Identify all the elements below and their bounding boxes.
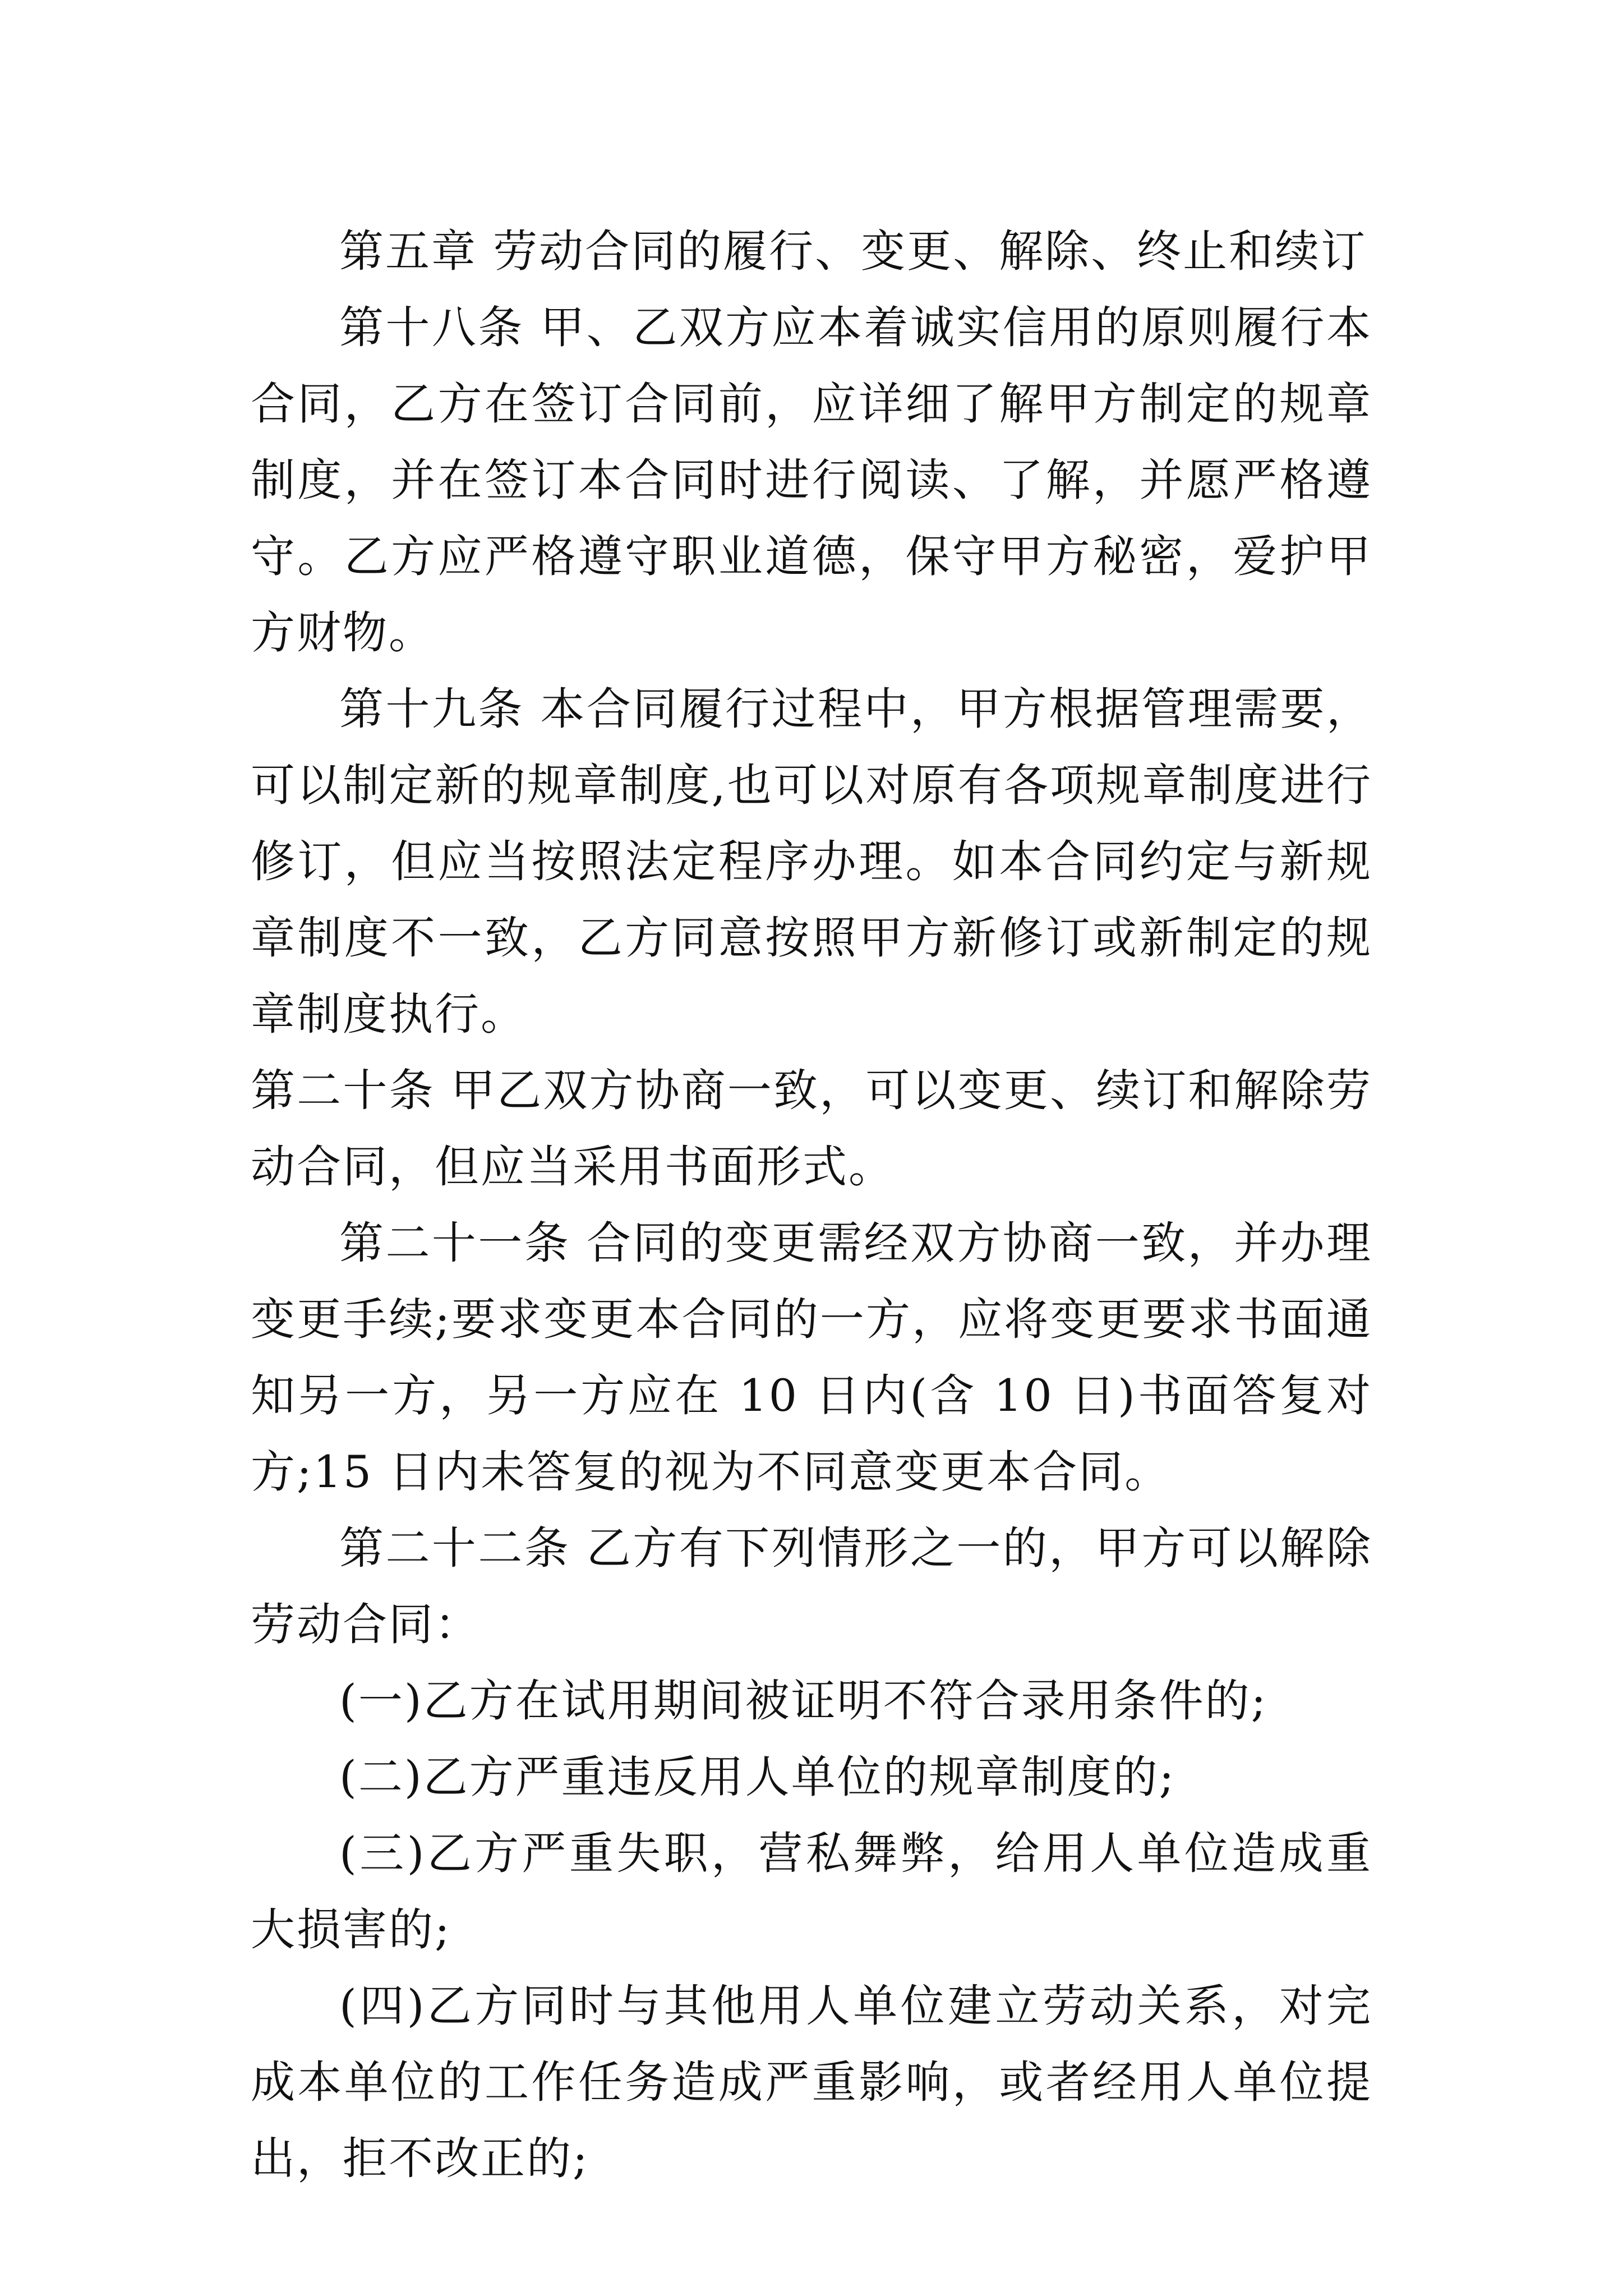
article-22: 第二十二条 乙方有下列情形之一的，甲方可以解除劳动合同： [251,1522,1372,1650]
clause-1: (一)乙方在试用期间被证明不符合录用条件的; [339,1675,1268,1727]
chapter-title: 第五章 劳动合同的履行、变更、解除、终止和续订 [339,226,1367,277]
article-21: 第二十一条 合同的变更需经双方协商一致，并办理变更手续;要求变更本合同的一方，应将变更要求书面通知另一方，另一方应在 10 日内(含 10 日)书面答复对方;15 日内未答复的视为不同意变更本合同。 [251,1217,1372,1498]
article-20: 第二十条 甲乙双方协商一致，可以变更、续订和解除劳动合同，但应当采用书面形式。 [251,1065,1372,1193]
clause-3: (三)乙方严重失职，营私舞弊，给用人单位造成重大损害的; [251,1828,1372,1955]
clause-2: (二)乙方严重违反用人单位的规章制度的; [339,1751,1176,1803]
clause-4: (四)乙方同时与其他用人单位建立劳动关系，对完成本单位的工作任务造成严重影响，或者经用人单位提出，拒不改正的; [251,1980,1372,2184]
document-body [251,213,1372,2197]
article-19: 第十九条 本合同履行过程中，甲方根据管理需要，可以制定新的规章制度,也可以对原有各项规章制度进行修订，但应当按照法定程序办理。如本合同约定与新规章制度不一致，乙方同意按照甲方新修订或新制定的规章制度执行。 [251,683,1372,1040]
article-18: 第十八条 甲、乙双方应本着诚实信用的原则履行本合同，乙方在签订合同前，应详细了解甲方制定的规章制度，并在签订本合同时进行阅读、了解，并愿严格遵守。乙方应严格遵守职业道德，保守甲方秘密，爱护甲方财物。 [251,302,1372,659]
